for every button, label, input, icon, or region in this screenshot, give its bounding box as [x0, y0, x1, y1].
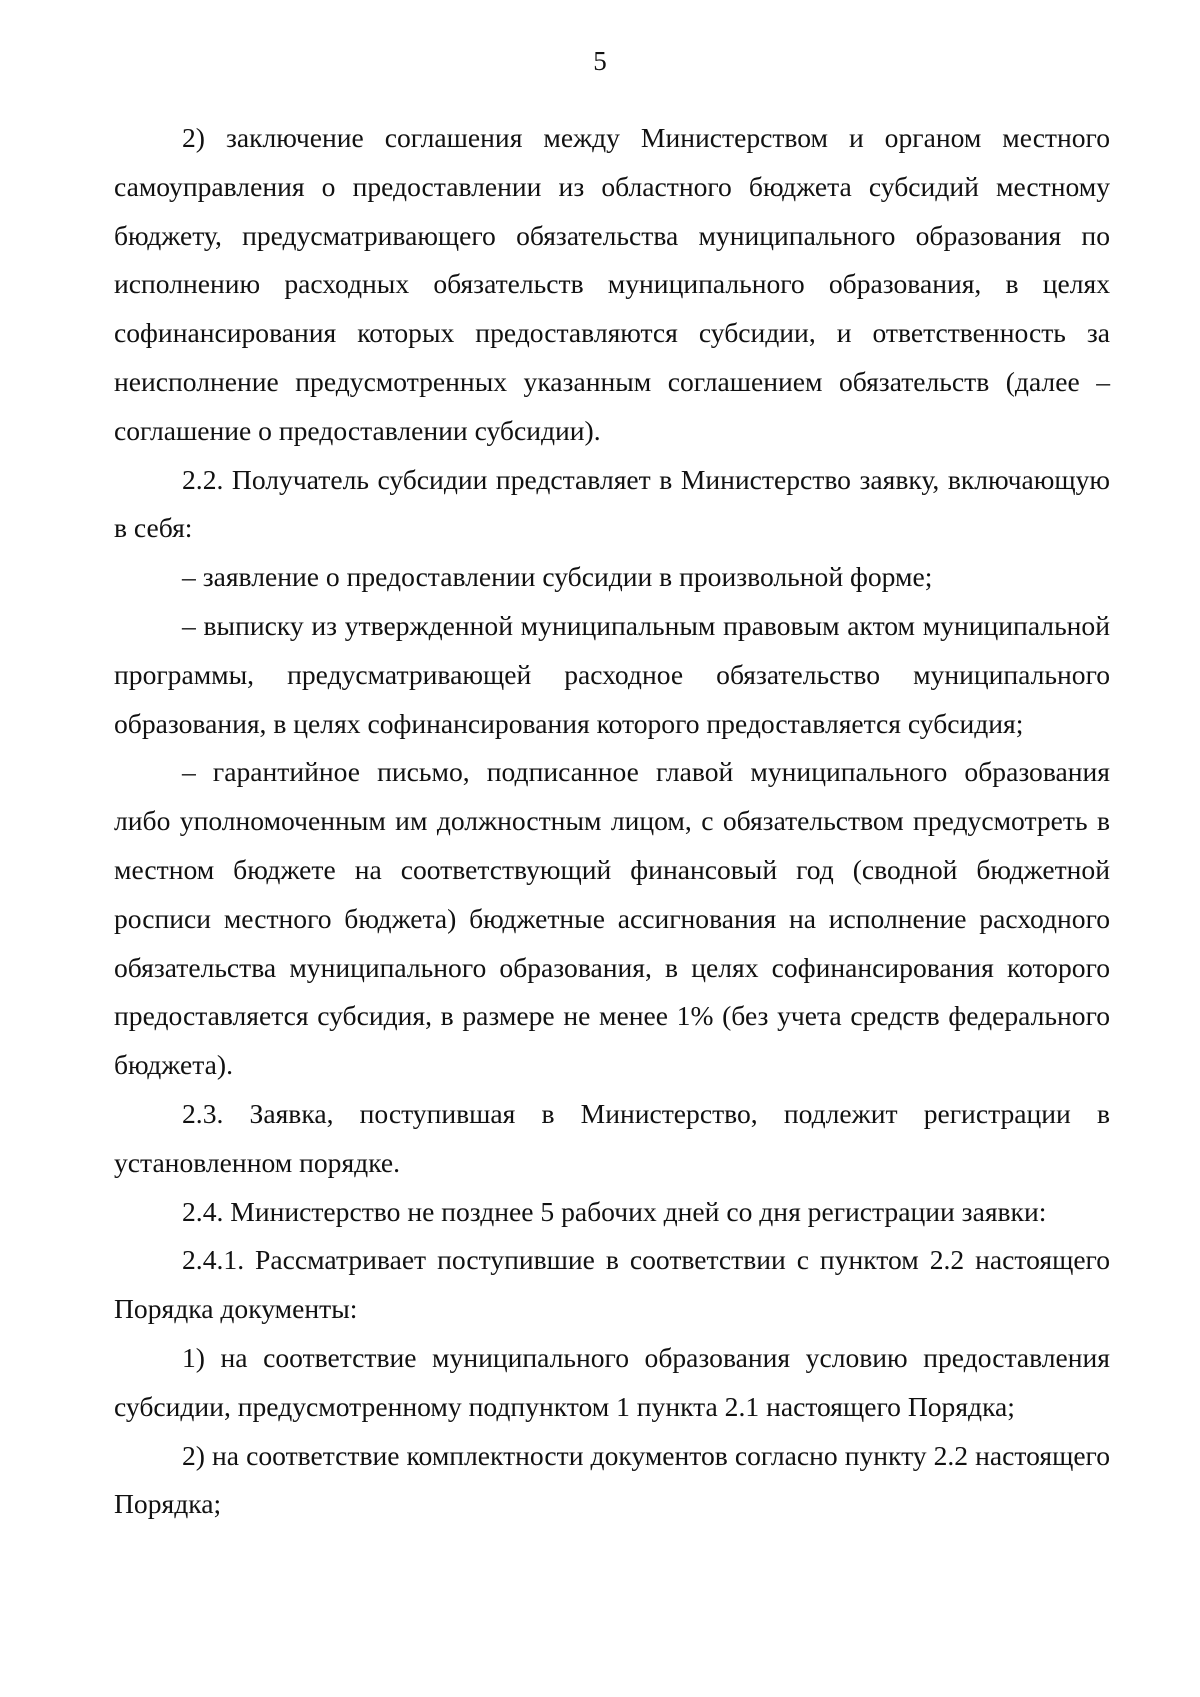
paragraph-application-statement: – заявление о предоставлении субсидии в произвольной форме;: [182, 561, 933, 593]
paragraph-2-2-application: 2.2. Получатель субсидии представляет в Министерство заявку, включающую в себя:: [114, 463, 1110, 544]
paragraph-guarantee-letter: – гарантийное письмо, подписанное главой муниципального образования либо уполномоченным им должностным лицом, с обязательством предусмотреть в местном бюджете на соответствующий финансовый год (сводной бюджетной росписи местного бюджета) бюджетные ассигнования на исполнение расходного обязательства муниципального образования, в целях софинансирования которого предоставляется субсидия, в размере не менее 1% (без учета средств федерального бюджета).: [114, 756, 1110, 1081]
paragraph-review-item-1: 1) на соответствие муниципального образования условию предоставления субсидии, предусмотренному подпунктом 1 пункта 2.1 настоящего Порядка;: [114, 1341, 1110, 1422]
page-number: 5: [593, 46, 607, 76]
paragraph-2-4-review: 2.4. Министерство не позднее 5 рабочих дней со дня регистрации заявки:: [182, 1195, 1047, 1227]
paragraph-program-extract: – выписку из утвержденной муниципальным правовым актом муниципальной программы, предусматривающей расходное обязательство муниципального образования, в целях софинансирования которого предоставляется субсидия;: [114, 609, 1110, 739]
paragraph-agreement-item-2: 2) заключение соглашения между Министерством и органом местного самоуправления о предоставлении из областного бюджета субсидий местному бюджету, предусматривающего обязательства муниципального образования по исполнению расходных обязательств муниципального образования, в целях софинансирования которых предоставляются субсидии, и ответственность за неисполнение предусмотренных указанным соглашением обязательств (далее – соглашение о предоставлении субсидии).: [114, 122, 1110, 446]
paragraph-2-3-registration: 2.3. Заявка, поступившая в Министерство, подлежит регистрации в установленном порядке.: [114, 1097, 1110, 1178]
document-body: [114, 114, 1110, 1529]
paragraph-2-4-1-documents: 2.4.1. Рассматривает поступившие в соответствии с пунктом 2.2 настоящего Порядка документы:: [114, 1244, 1110, 1325]
paragraph-review-item-2: 2) на соответствие комплектности документов согласно пункту 2.2 настоящего Порядка;: [114, 1439, 1110, 1520]
